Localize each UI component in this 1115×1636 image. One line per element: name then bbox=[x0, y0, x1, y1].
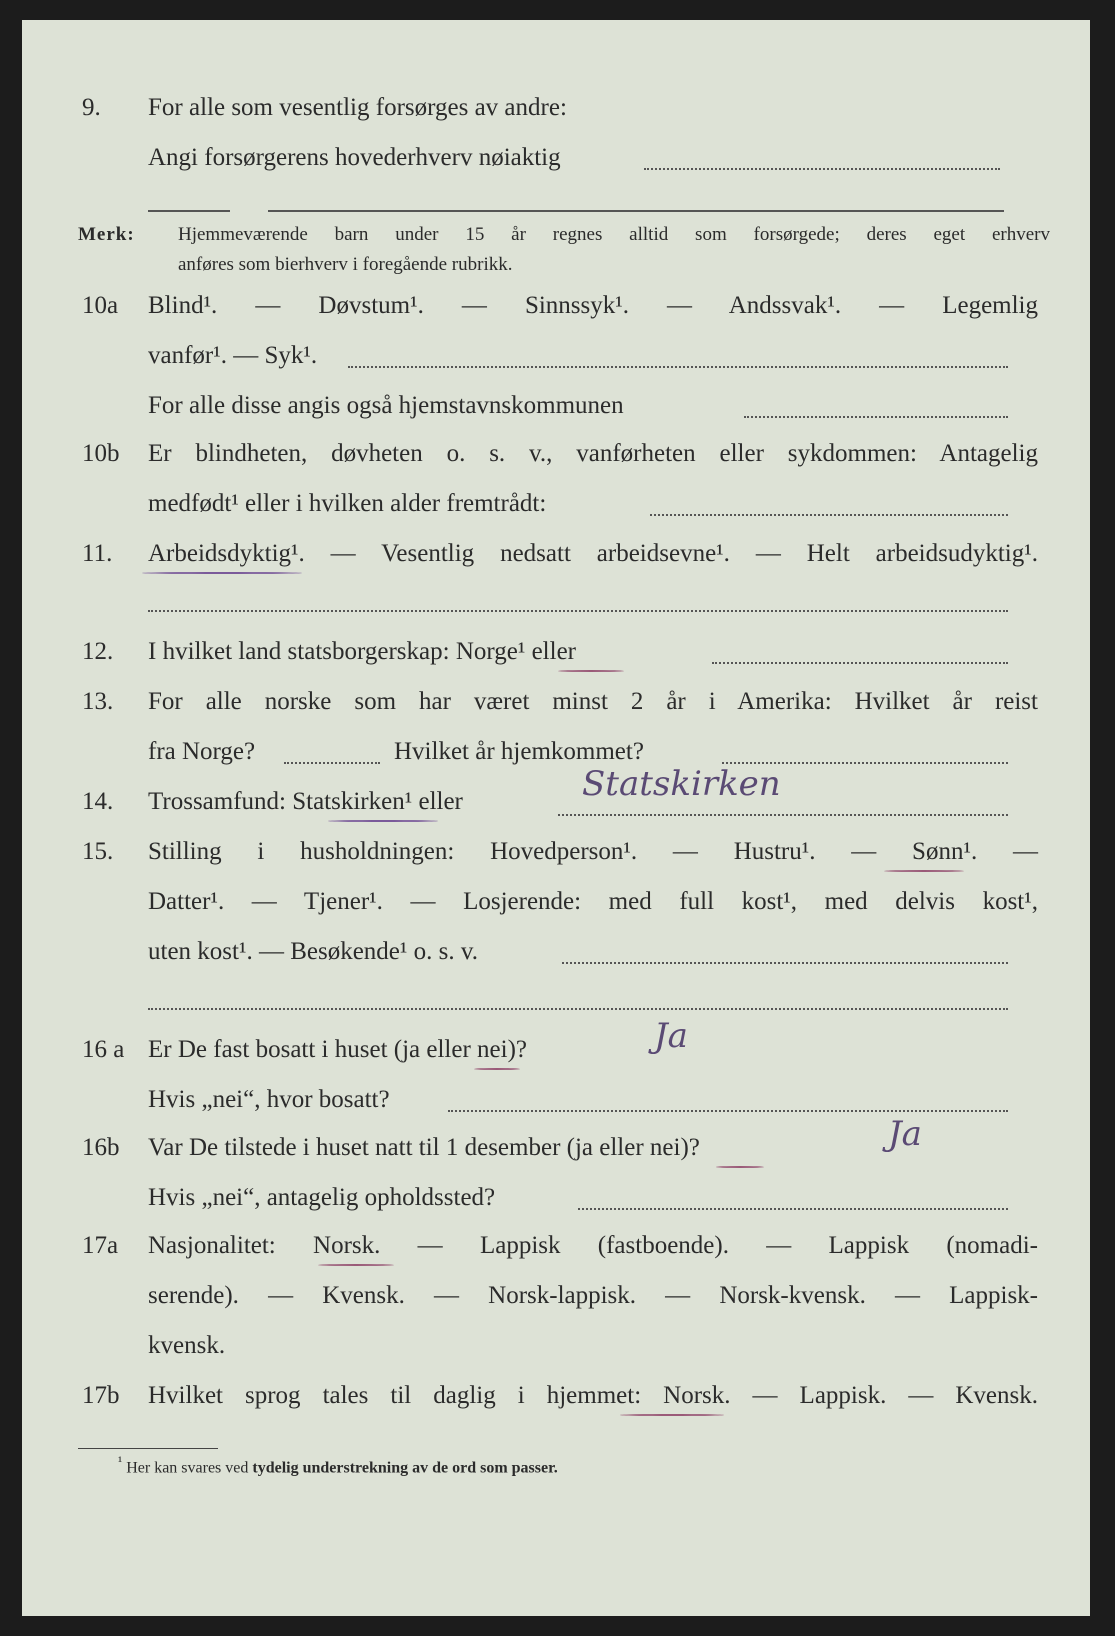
question-text: Angi forsørgerens hovederhverv nøiaktig bbox=[148, 144, 561, 171]
footnote-mark: ¹ bbox=[118, 1455, 123, 1470]
note-text bbox=[178, 220, 1050, 280]
question-text: kvensk. bbox=[148, 1332, 226, 1359]
answer-field[interactable] bbox=[148, 210, 230, 212]
question-10a-line-3 bbox=[22, 386, 1090, 426]
question-12 bbox=[22, 632, 1090, 672]
question-10a bbox=[22, 286, 1090, 326]
question-17b bbox=[22, 1376, 1090, 1416]
question-text: Blind¹. — Døvstum¹. — Sinnssyk¹. — Andssvak¹. — Legemlig bbox=[148, 292, 1038, 319]
question-15-line-2 bbox=[22, 882, 1090, 922]
question-17a bbox=[22, 1226, 1090, 1266]
question-text: Er De fast bosatt i huset (ja eller nei)? bbox=[148, 1036, 528, 1063]
footnote-text: Her kan svares ved bbox=[126, 1459, 253, 1477]
question-text: Hvilket år hjemkommet? bbox=[394, 738, 644, 765]
answer-underline bbox=[884, 870, 964, 872]
note-line: Hjemmeværende barn under 15 år regnes alltid som forsørgede; deres eget erhverv bbox=[178, 224, 1050, 245]
question-number: 11. bbox=[82, 540, 113, 567]
answer-field[interactable] bbox=[268, 210, 1004, 212]
answer-underline bbox=[474, 1068, 520, 1070]
question-text: For alle som vesentlig forsørges av andre: bbox=[148, 94, 567, 121]
answer-underline bbox=[142, 572, 302, 574]
question-text: uten kost¹. — Besøkende¹ o. s. v. bbox=[148, 938, 479, 965]
answer-underline bbox=[620, 1414, 724, 1416]
question-text: Er blindheten, døvheten o. s. v., vanførheten eller sykdommen: Antagelig bbox=[148, 440, 1038, 467]
question-11 bbox=[22, 534, 1090, 574]
answer-field[interactable] bbox=[578, 1208, 1008, 1210]
question-13-line-2 bbox=[22, 732, 1090, 772]
question-text: Hvis „nei“, hvor bosatt? bbox=[148, 1086, 390, 1113]
question-text: Arbeidsdyktig¹. — Vesentlig nedsatt arbeidsevne¹. — Helt arbeidsudyktig¹. bbox=[148, 540, 1038, 567]
question-16b-line-2 bbox=[22, 1178, 1090, 1218]
question-text: Datter¹. — Tjener¹. — Losjerende: med full kost¹, med delvis kost¹, bbox=[148, 888, 1038, 915]
question-text: Hvilket sprog tales til daglig i hjemmet: Norsk. — Lappisk. — Kvensk. bbox=[148, 1382, 1038, 1409]
question-10b bbox=[22, 434, 1090, 474]
handwritten-answer: Ja bbox=[654, 1016, 688, 1056]
question-15 bbox=[22, 832, 1090, 872]
question-number: 13. bbox=[82, 688, 114, 715]
answer-field[interactable] bbox=[744, 416, 1008, 418]
answer-underline bbox=[328, 820, 438, 822]
question-text: medfødt¹ eller i hvilken alder fremtrådt: bbox=[148, 490, 547, 517]
answer-field[interactable] bbox=[650, 514, 1008, 516]
footnote bbox=[118, 1452, 558, 1479]
handwritten-answer: Ja bbox=[888, 1114, 922, 1154]
question-text: Nasjonalitet: Norsk. — Lappisk (fastboende). — Lappisk (nomadi- bbox=[148, 1232, 1038, 1259]
question-text: Stilling i husholdningen: Hovedperson¹. — Hustru¹. — Sønn¹. — bbox=[148, 838, 1038, 865]
question-16a-line-2 bbox=[22, 1080, 1090, 1120]
answer-underline bbox=[558, 670, 624, 672]
question-number: 16 a bbox=[82, 1036, 125, 1063]
question-number: 10b bbox=[82, 440, 120, 467]
question-text: For alle norske som har været minst 2 år i Amerika: Hvilket år reist bbox=[148, 688, 1038, 715]
question-text: For alle disse angis også hjemstavnskommunen bbox=[148, 392, 624, 419]
answer-field[interactable] bbox=[562, 962, 1008, 964]
question-text: fra Norge? bbox=[148, 738, 256, 765]
question-15-line-3 bbox=[22, 932, 1090, 972]
question-number: 16b bbox=[82, 1134, 120, 1161]
question-number: 17a bbox=[82, 1232, 119, 1259]
question-17a-line-2 bbox=[22, 1276, 1090, 1316]
question-text: Hvis „nei“, antagelig opholdssted? bbox=[148, 1184, 496, 1211]
question-13 bbox=[22, 682, 1090, 722]
question-text: I hvilket land statsborgerskap: Norge¹ eller bbox=[148, 638, 576, 665]
question-9-line-2 bbox=[22, 138, 1090, 178]
answer-underline bbox=[716, 1166, 764, 1168]
answer-field[interactable] bbox=[348, 366, 1008, 368]
note-line: anføres som bierhverv i foregående rubrikk. bbox=[178, 254, 513, 275]
question-16b bbox=[22, 1128, 1090, 1168]
question-text: Trossamfund: Statskirken¹ eller bbox=[148, 788, 463, 815]
question-number: 15. bbox=[82, 838, 114, 865]
question-number: 14. bbox=[82, 788, 114, 815]
answer-field[interactable] bbox=[284, 762, 380, 764]
footnote-text-bold: tydelig understrekning av de ord som passer. bbox=[252, 1459, 558, 1477]
question-text: vanfør¹. — Syk¹. bbox=[148, 342, 318, 369]
question-17a-line-3 bbox=[22, 1326, 1090, 1366]
question-10b-line-2 bbox=[22, 484, 1090, 524]
question-text: Var De tilstede i huset natt til 1 desember (ja eller nei)? bbox=[148, 1134, 700, 1161]
question-number: 12. bbox=[82, 638, 114, 665]
handwritten-answer: Statskirken bbox=[582, 764, 781, 804]
question-number: 9. bbox=[82, 94, 101, 121]
census-form-page bbox=[22, 20, 1090, 1616]
note-label: Merk: bbox=[78, 224, 135, 245]
question-10a-line-2 bbox=[22, 336, 1090, 376]
answer-field[interactable] bbox=[644, 168, 1000, 170]
answer-field[interactable] bbox=[558, 814, 1008, 816]
question-16a bbox=[22, 1030, 1090, 1070]
answer-field[interactable] bbox=[148, 1008, 1008, 1010]
answer-field[interactable] bbox=[712, 662, 1008, 664]
answer-field[interactable] bbox=[148, 610, 1008, 612]
answer-field[interactable] bbox=[448, 1110, 1008, 1112]
question-text: serende). — Kvensk. — Norsk-lappisk. — Norsk-kvensk. — Lappisk- bbox=[148, 1282, 1038, 1309]
question-number: 17b bbox=[82, 1382, 120, 1409]
answer-underline bbox=[318, 1264, 394, 1266]
question-9 bbox=[22, 88, 1090, 128]
footnote-divider bbox=[78, 1448, 218, 1449]
question-14 bbox=[22, 782, 1090, 822]
question-number: 10a bbox=[82, 292, 119, 319]
